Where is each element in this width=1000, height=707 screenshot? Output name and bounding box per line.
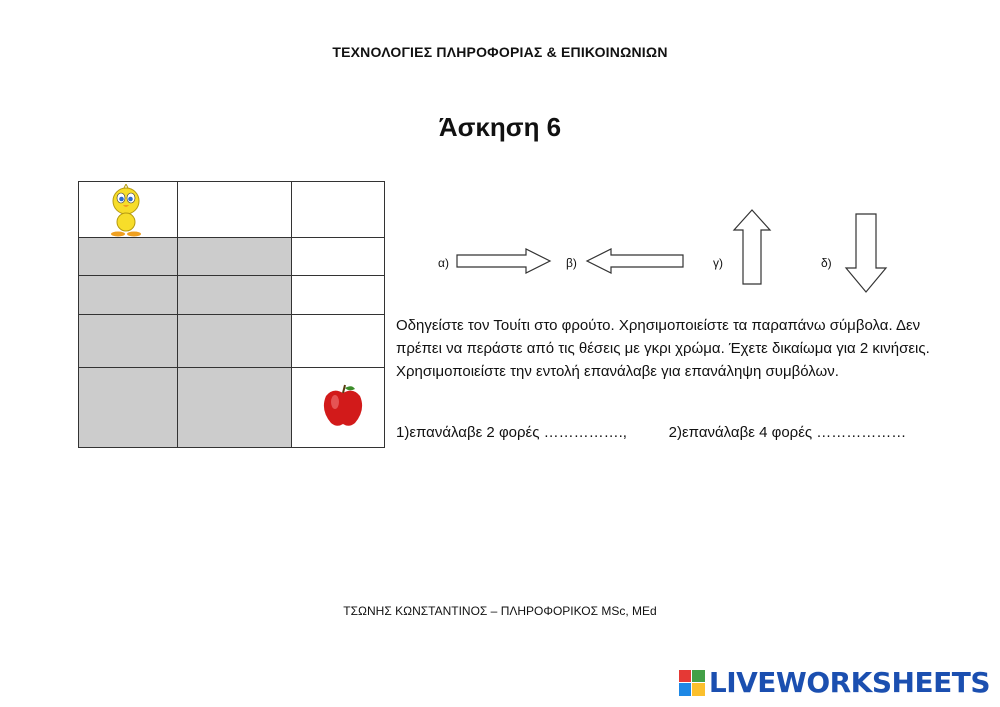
author-footer: ΤΣΩΝΗΣ ΚΩΝΣΤΑΝΤΙΝΟΣ – ΠΛΗΡΟΦΟΡΙΚΟΣ MSc, MEd (343, 604, 657, 618)
grid-cell-blocked (79, 276, 178, 315)
grid-cell-blocked (79, 368, 178, 448)
answer-2[interactable]: 2)επανάλαβε 4 φορές ……………… (668, 424, 907, 441)
grid-cell (292, 276, 385, 315)
grid-cell-blocked (178, 238, 292, 276)
answer-1[interactable]: 1)επανάλαβε 2 φορές ……………., (396, 424, 627, 441)
grid-cell-blocked (178, 315, 292, 368)
answer-lines (396, 421, 956, 444)
exercise-title: Άσκηση 6 (438, 112, 562, 142)
liveworksheets-logo (679, 666, 990, 699)
arrow-down-icon (844, 212, 888, 294)
grid-cell (178, 182, 292, 238)
arrow-left-icon (585, 248, 685, 274)
grid-cell-blocked (178, 276, 292, 315)
liveworksheets-brand-text: LIVEWORKSHEETS (708, 666, 990, 699)
grid-cell (292, 315, 385, 368)
grid-cell-blocked (79, 315, 178, 368)
grid-cell-blocked (178, 368, 292, 448)
grid-cell-goal (292, 368, 385, 448)
arrow-up-icon (732, 208, 772, 286)
tweety-icon (106, 184, 146, 238)
instructions-text: Οδηγείστε τον Τουίτι στο φρούτο. Χρησιμοποιείστε τα παραπάνω σύμβολα. Δεν πρέπει να περάστε από τις θέσεις με γκρι χρώμα. Έχετε δικαίωμα για 2 κινήσεις. Χρησιμοποιείστε την εντολή επανάλαβε για επανάληψη συμβόλων. (396, 317, 930, 380)
arrow-d-label: δ) (821, 256, 832, 270)
arrow-b-label: β) (566, 256, 577, 270)
maze-grid (78, 181, 385, 448)
grid-cell (292, 238, 385, 276)
arrow-right-icon (456, 248, 552, 274)
grid-cell-start (79, 182, 178, 238)
arrow-c-label: γ) (713, 256, 723, 270)
arrow-a-label: α) (438, 256, 449, 270)
worksheet-header: ΤΕΧΝΟΛΟΓΙΕΣ ΠΛΗΡΟΦΟΡΙΑΣ & ΕΠΙΚΟΙΝΩΝΙΩΝ (332, 44, 668, 60)
apple-icon (322, 384, 364, 428)
grid-cell-blocked (79, 238, 178, 276)
grid-cell (292, 182, 385, 238)
liveworksheets-logo-icon (679, 670, 705, 696)
